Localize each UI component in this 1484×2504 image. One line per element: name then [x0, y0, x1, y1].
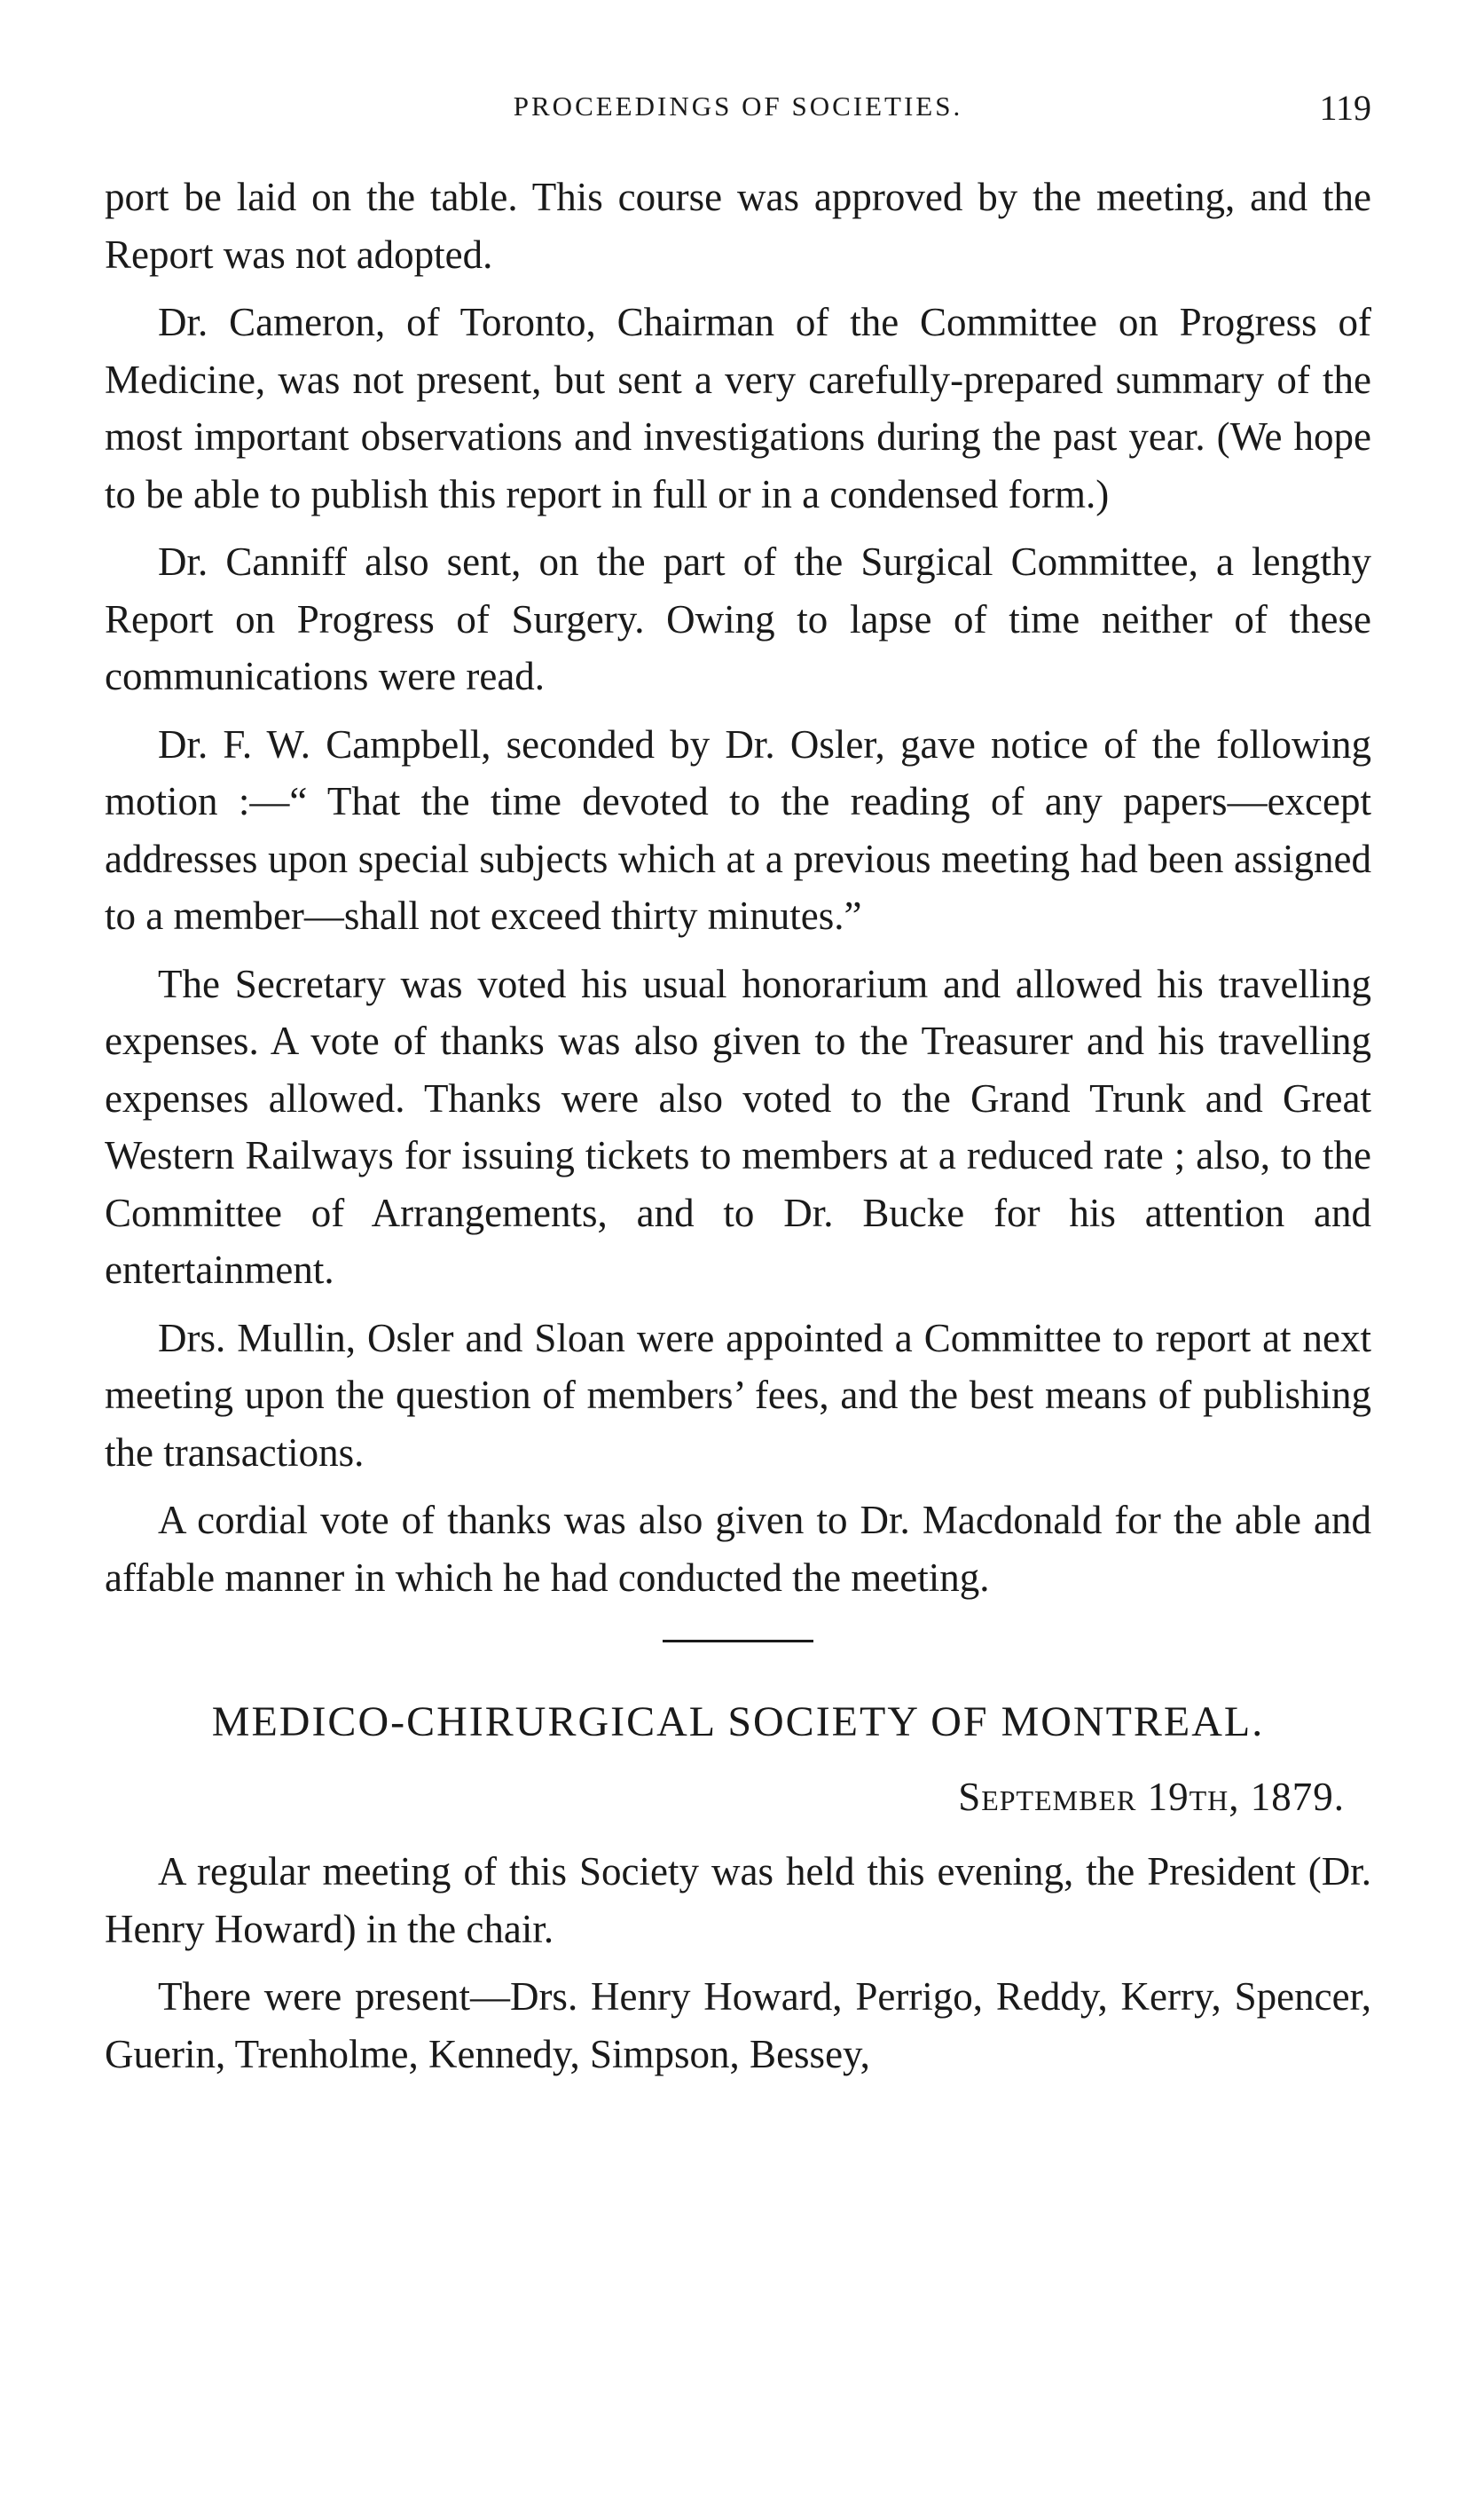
paragraph: The Secretary was voted his usual honorarium and allowed his travelling expenses. A vote of thanks was also given to the Treasurer and his travelling expenses allowed. Thanks were also voted to the Grand Trunk and Great Western Railways for issuing tickets to members at a reduced rate ; also, to the Committee of Arrangements, and to Dr. Bucke for his attention and entertainment. — [105, 961, 1371, 1292]
section-heading: MEDICO-CHIRURGICAL SOCIETY OF MONTREAL. — [211, 1698, 1265, 1745]
paragraph: There were present—Drs. Henry Howard, Perrigo, Reddy, Kerry, Spencer, Guerin, Trenholme, Kennedy, Simpson, Bessey, — [105, 1974, 1371, 2076]
meeting-date-text: September 19th, 1879. — [958, 1775, 1345, 1819]
paragraph: Dr. F. W. Campbell, seconded by Dr. Osler, gave notice of the following motion :—“ That the time devoted to the reading of any papers—except addresses upon special subjects which at a previous meeting had been assigned to a member—shall not exceed thirty minutes.” — [105, 721, 1371, 938]
body-text — [105, 169, 1371, 2093]
running-title: PROCEEDINGS OF SOCIETIES. — [513, 91, 963, 122]
paragraph: port be laid on the table. This course was approved by the meeting, and the Report was not adopted. — [105, 175, 1371, 277]
meeting-date — [105, 1768, 1345, 1825]
paragraph: Dr. Cameron, of Toronto, Chairman of the Committee on Progress of Medicine, was not present, but sent a very carefully-prepared summary of the most important observations and investigations during the past year. (We hope to be able to publish this report in full or in a condensed form.) — [105, 300, 1371, 516]
running-head — [105, 87, 1371, 140]
paragraph: A regular meeting of this Society was held this evening, the President (Dr. Henry Howard) in the chair. — [105, 1849, 1371, 1951]
page-number: 119 — [1319, 88, 1371, 128]
section-divider — [663, 1640, 813, 1642]
paragraph: Dr. Canniff also sent, on the part of the Surgical Committee, a lengthy Report on Progress of Surgery. Owing to lapse of time neither of these communications were read. — [105, 539, 1371, 698]
paragraph: A cordial vote of thanks was also given to Dr. Macdonald for the able and affable manner in which he had conducted the meeting. — [105, 1498, 1371, 1600]
paragraph: Drs. Mullin, Osler and Sloan were appointed a Committee to report at next meeting upon the question of members’ fees, and the best means of publishing the transactions. — [105, 1315, 1371, 1475]
